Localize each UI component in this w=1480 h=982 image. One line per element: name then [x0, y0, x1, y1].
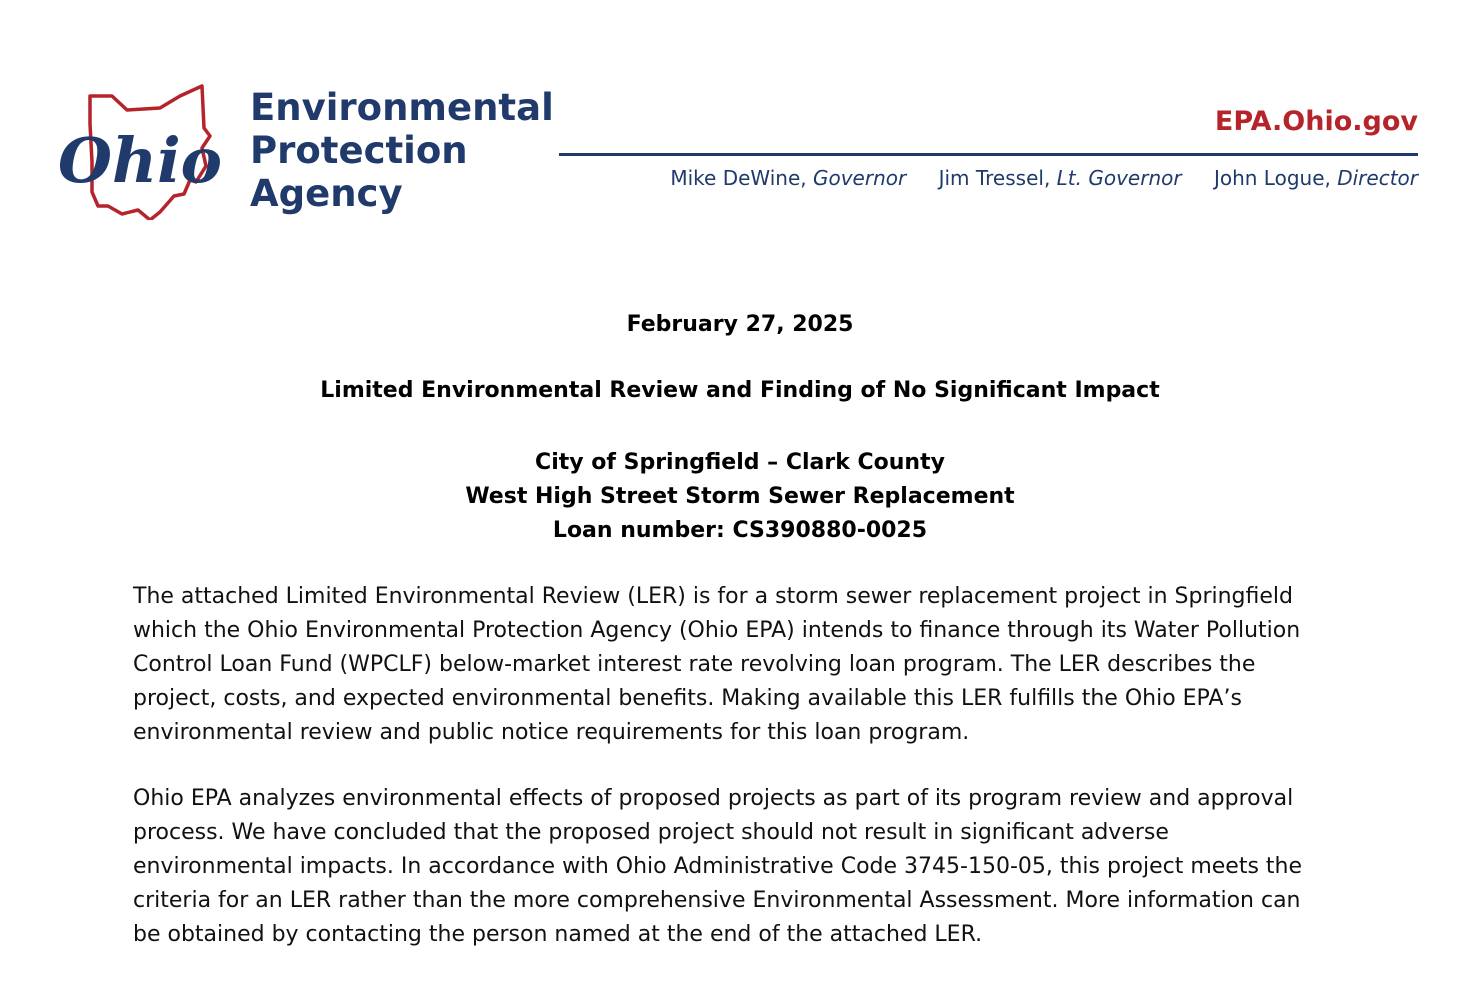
official-name: Mike DeWine,: [670, 166, 807, 190]
agency-line-2: Protection: [250, 129, 468, 172]
ohio-state-outline-icon: [52, 84, 228, 220]
website-link[interactable]: EPA.Ohio.gov: [1214, 106, 1418, 137]
officials-line: [644, 166, 1418, 190]
project-name: West High Street Storm Sewer Replacement: [465, 484, 1015, 509]
ohio-logo: [52, 84, 228, 220]
agency-line-1: Environmental: [250, 86, 554, 129]
official-director: [1214, 166, 1418, 190]
project-city: City of Springfield – Clark County: [535, 450, 945, 475]
official-lt-governor: [939, 166, 1182, 190]
document-title: Limited Environmental Review and Finding of No Significant Impact: [320, 378, 1160, 403]
project-info: [0, 446, 1480, 548]
document-date: February 27, 2025: [626, 312, 854, 337]
logo-wordmark: Ohio: [58, 124, 222, 197]
body-paragraph-2: Ohio EPA analyzes environmental effects of proposed projects as part of its program review and approval process. We have concluded that the proposed project should not result in significant adverse environmental impacts. In accordance with Ohio Administrative Code 3745-150-05, this project meets the criteria for an LER rather than the more comprehensive Environmental Assessment. More information can be obtained by contacting the person named at the end of the attached LER.: [133, 786, 1303, 947]
official-role: Governor: [812, 166, 907, 190]
body-paragraph-1: The attached Limited Environmental Review (LER) is for a storm sewer replacement project in Springfield which the Ohio Environmental Protection Agency (Ohio EPA) intends to finance through its Water Pollution Control Loan Fund (WPCLF) below-market interest rate revolving loan program. The LER describes the project, costs, and expected environmental benefits. Making available this LER fulfills the Ohio EPA’s environmental review and public notice requirements for this loan program.: [133, 584, 1301, 745]
agency-line-3: Agency: [250, 172, 403, 215]
official-role: Lt. Governor: [1056, 166, 1182, 190]
official-role: Director: [1337, 166, 1418, 190]
agency-name: [250, 86, 554, 215]
official-name: Jim Tressel,: [938, 166, 1051, 190]
official-name: John Logue,: [1213, 166, 1331, 190]
header-divider: [559, 153, 1418, 156]
loan-number: Loan number: CS390880-0025: [552, 518, 928, 543]
official-governor: [670, 166, 906, 190]
